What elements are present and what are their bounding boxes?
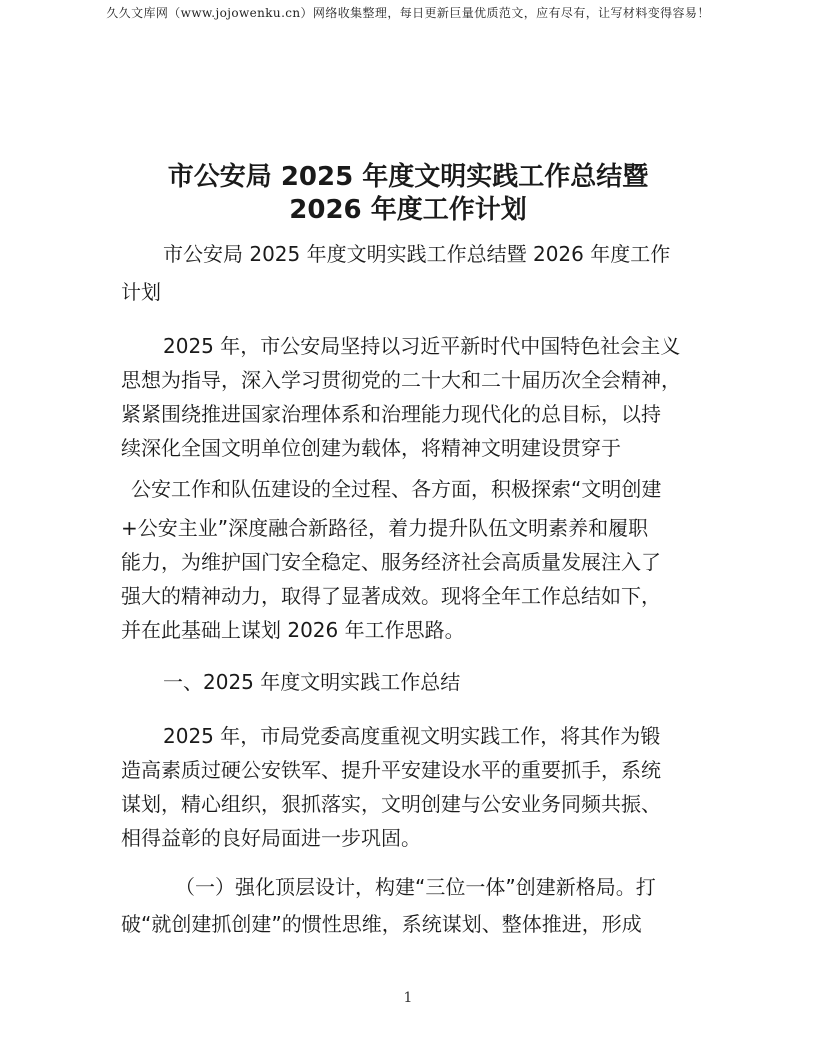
- header-watermark-note: 久久文库网（www.jojowenku.cn）网络收集整理，每日更新巨量优质范文，应有尽有，让写材料变得容易！: [106, 6, 710, 20]
- section-1-heading: 一、2025 年度文明实践工作总结: [163, 670, 461, 694]
- paragraph-1-line: 2025 年，市公安局坚持以习近平新时代中国特色社会主义: [163, 334, 681, 358]
- paragraph-2-line: 谋划，精心组织，狠抓落实，文明创建与公安业务同频共振、: [121, 792, 661, 816]
- paragraph-1-line: 并在此基础上谋划 2026 年工作思路。: [121, 618, 465, 642]
- paragraph-1-line: +公安主业”深度融合新路径，着力提升队伍文明素养和履职: [121, 516, 649, 540]
- paragraph-1-line: 能力，为维护国门安全稳定、服务经济社会高质量发展注入了: [121, 550, 661, 574]
- paragraph-2-line: 相得益彰的良好局面进一步巩固。: [121, 826, 421, 850]
- paragraph-2-line: 造高素质过硬公安铁军、提升平安建设水平的重要抓手，系统: [121, 758, 661, 782]
- document-title-line-2: 2026 年度工作计划: [289, 195, 527, 225]
- paragraph-3-line: （一）强化顶层设计，构建“三位一体”创建新格局。打: [175, 875, 656, 899]
- paragraph-1-line: 续深化全国文明单位创建为载体，将精神文明建设贯穿于: [121, 436, 621, 460]
- paragraph-1-line: 强大的精神动力，取得了显著成效。现将全年工作总结如下，: [121, 584, 661, 608]
- paragraph-1-line: 公安工作和队伍建设的全过程、各方面，积极探索“文明创建: [131, 477, 662, 501]
- paragraph-3-line: 破“就创建抓创建”的惯性思维，系统谋划、整体推进，形成: [121, 912, 642, 936]
- paragraph-1-line: 思想为指导，深入学习贯彻党的二十大和二十届历次全会精神，: [121, 368, 681, 392]
- subtitle-line-1: 市公安局 2025 年度文明实践工作总结暨 2026 年度工作: [163, 242, 671, 266]
- subtitle-line-2: 计划: [121, 280, 161, 304]
- paragraph-1-line: 紧紧围绕推进国家治理体系和治理能力现代化的总目标，以持: [121, 402, 661, 426]
- document-title-line-1: 市公安局 2025 年度文明实践工作总结暨: [167, 162, 649, 192]
- paragraph-2-line: 2025 年，市局党委高度重视文明实践工作，将其作为锻: [163, 724, 661, 748]
- page-number: 1: [403, 990, 413, 1006]
